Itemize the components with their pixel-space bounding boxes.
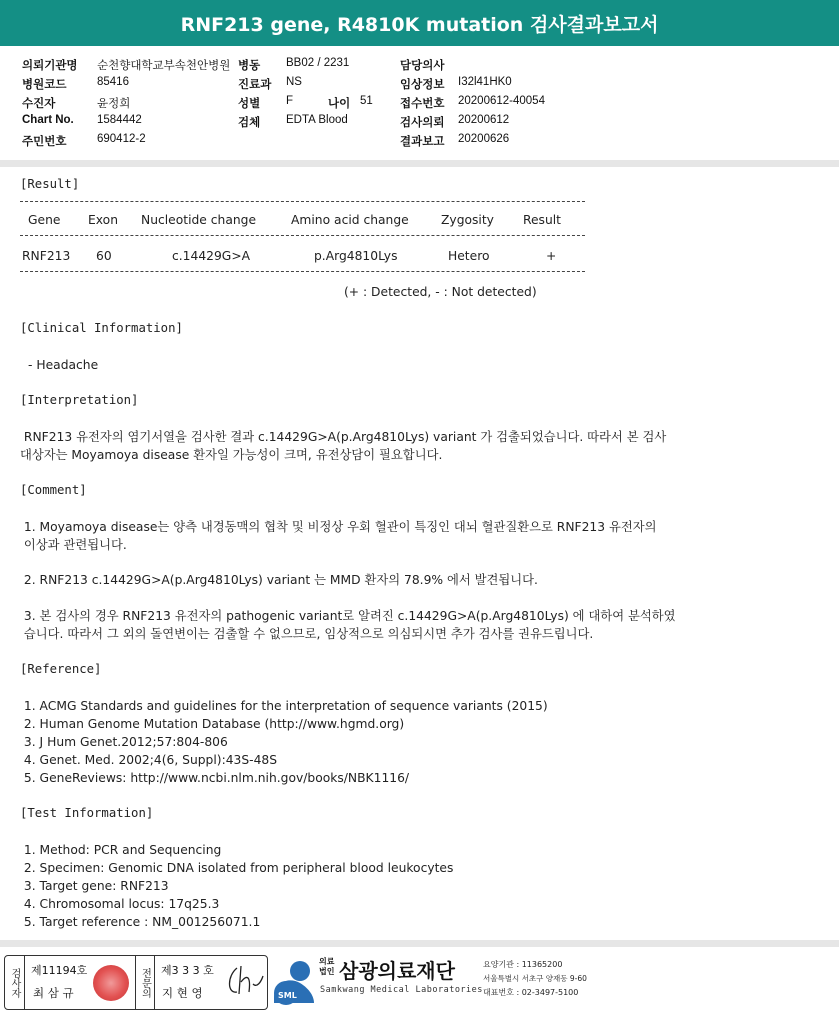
clinical-heading: [Clinical Information] [20,321,183,335]
org-type: 의료법인 [319,957,335,976]
reference-item: 5. GeneReviews: http://www.ncbi.nlm.nih.gov/books/NBK1116/ [20,771,410,785]
comment-3-line-2: 습니다. 따라서 그 외의 돌연변이는 검출할 수 없으므로, 임상적으로 의심되시면 추가 검사를 권유드립니다. [20,627,594,641]
resident-number-value: 690412-2 [97,133,146,145]
org-code: 요양기관 : 11365200 [483,960,563,969]
row-exon: 60 [96,249,112,263]
col-amino-acid: Amino acid change [291,213,409,227]
dash-line [20,271,585,272]
org-english-name: Samkwang Medical Laboratories [320,985,483,995]
tester-label [5,956,25,1009]
col-result: Result [523,213,561,227]
test-info-item: 2. Specimen: Genomic DNA isolated from peripheral blood leukocytes [20,861,454,875]
col-exon: Exon [88,213,118,227]
row-zygosity: Hetero [448,249,490,263]
comment-2-line-1: 2. RNF213 c.14429G>A(p.Arg4810Lys) variant 는 MMD 환자의 78.9% 에서 발견됩니다. [20,573,538,587]
physician-label: 담당의사 [400,60,445,72]
interpretation-line-2: 대상자는 Moyamoya disease 환자일 가능성이 크며, 유전상담이 필요합니다. [20,448,443,462]
report-title-bar [0,0,839,46]
test-info-item: 1. Method: PCR and Sequencing [20,843,222,857]
header-divider [0,160,839,167]
doctor-name: 지 현 영 [162,986,203,1000]
report-title: RNF213 gene, R4810K mutation 검사결과보고서 [180,13,659,36]
org-address: 서울특별시 서초구 양재동 9-60 [483,974,587,983]
row-nucleotide: c.14429G>A [172,249,251,263]
report-date-value: 20200626 [458,133,510,145]
comment-heading: [Comment] [20,483,87,497]
test-info-item: 4. Chromosomal locus: 17q25.3 [20,897,220,911]
patient-value: 윤정희 [97,98,131,110]
ward-value: BB02 / 2231 [286,57,350,69]
interpretation-line-1: RNF213 유전자의 염기서열을 검사한 결과 c.14429G>A(p.Arg4810Lys) variant 가 검출되었습니다. 따라서 본 검사 [20,430,667,444]
tester-seal-icon [93,965,129,1001]
specimen-label: 검체 [238,117,261,129]
doctor-label-text: 전문의 [139,967,151,998]
receipt-number-value: 20200612-40054 [458,95,545,107]
interpretation-heading: [Interpretation] [20,393,139,407]
age-value: 51 [360,95,373,107]
receipt-number-label: 접수번호 [400,98,445,110]
request-date-label: 검사의뢰 [400,117,445,129]
dash-line [20,235,585,236]
patient-info [0,50,839,160]
clinical-info-label: 임상정보 [400,79,445,91]
hospital-code-label: 병원코드 [22,79,67,91]
ward-label: 병동 [238,60,261,72]
clinical-text: - Headache [28,358,99,372]
sml-logo-text: SML [278,991,297,1000]
reference-heading: [Reference] [20,662,102,676]
org-name: 삼광의료재단 [339,959,455,983]
test-info-heading: [Test Information] [20,806,154,820]
doctor-signature-icon [223,962,267,1002]
hospital-code-value: 85416 [97,76,129,88]
resident-number-label: 주민번호 [22,136,67,148]
comment-3-line-1: 3. 본 검사의 경우 RNF213 유전자의 pathogenic variant로 알려진 c.14429G>A(p.Arg4810Lys) 에 대하여 분석하였 [20,609,676,623]
sex-label: 성별 [238,98,261,110]
tester-label-text: 검사자 [9,967,20,998]
doctor-label [135,956,155,1009]
col-zygosity: Zygosity [441,213,494,227]
row-amino-acid: p.Arg4810Lys [314,249,398,263]
reference-item: 3. J Hum Genet.2012;57:804-806 [20,735,228,749]
comment-1-line-2: 이상과 관련됩니다. [20,538,127,552]
requesting-institution-value: 순천향대학교부속천안병원 [97,60,231,72]
patient-label: 수진자 [22,98,56,110]
report-date-label: 결과보고 [400,136,445,148]
signature-box [4,955,268,1010]
test-info-item: 5. Target reference : NM_001256071.1 [20,915,261,929]
sml-logo-icon [270,953,318,1009]
sex-value: F [286,95,294,107]
request-date-value: 20200612 [458,114,510,126]
reference-item: 4. Genet. Med. 2002;4(6, Suppl):43S-48S [20,753,278,767]
org-phone: 대표번호 : 02-3497-5100 [483,988,579,997]
dash-line [20,201,585,202]
report-footer [0,940,839,1013]
col-gene: Gene [28,213,61,227]
specimen-value: EDTA Blood [286,114,348,126]
requesting-institution-label: 의뢰기관명 [22,60,78,72]
test-info-item: 3. Target gene: RNF213 [20,879,169,893]
department-value: NS [286,76,302,88]
doctor-license-no: 제3 3 3 호 [161,964,214,977]
age-label: 나이 [328,98,351,110]
col-nucleotide: Nucleotide change [141,213,257,227]
tester-name: 최 삼 규 [33,986,74,1000]
reference-item: 2. Human Genome Mutation Database (http://www.hgmd.org) [20,717,405,731]
chart-no-value: 1584442 [97,114,142,126]
department-label: 진료과 [238,79,272,91]
result-legend: (+ : Detected, - : Not detected) [344,285,537,299]
clinical-info-value: I32l41HK0 [458,76,512,88]
row-gene: RNF213 [22,249,71,263]
reference-item: 1. ACMG Standards and guidelines for the interpretation of sequence variants (2015) [20,699,548,713]
result-heading: [Result] [20,177,80,191]
comment-1-line-1: 1. Moyamoya disease는 양측 내경동맥의 협착 및 비정상 우회 혈관이 특징인 대뇌 혈관질환으로 RNF213 유전자의 [20,520,657,534]
tester-license-no: 제11194호 [31,964,88,977]
chart-no-label: Chart No. [22,114,74,126]
row-result: + [546,249,557,263]
